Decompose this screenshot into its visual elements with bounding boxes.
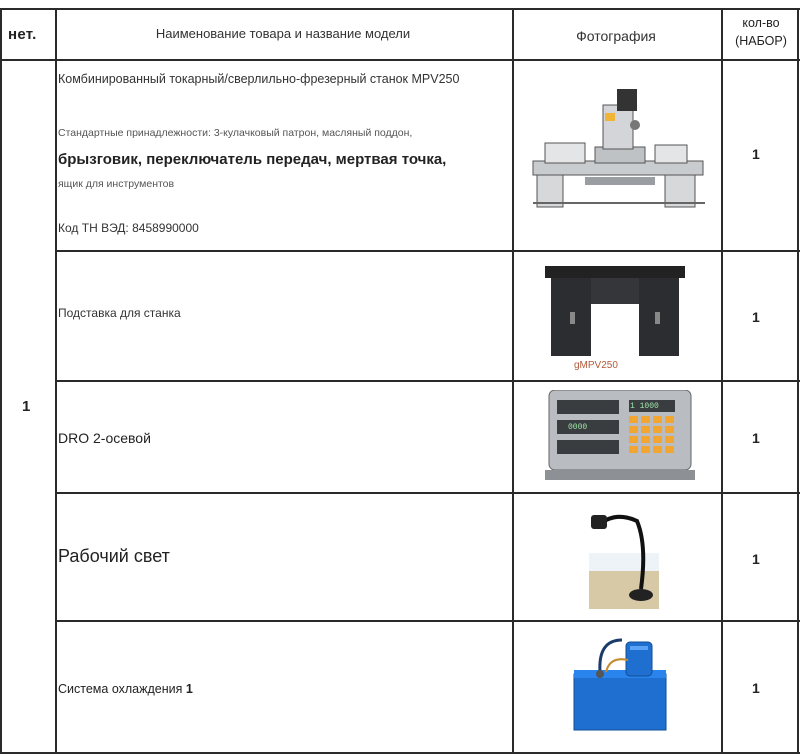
dro-display-text: 1 1000 — [630, 402, 659, 411]
header-divider — [0, 59, 800, 61]
row-divider — [55, 250, 800, 252]
lathe-mill-machine-icon — [525, 85, 715, 215]
group-index: 1 — [22, 398, 31, 415]
quantity-value: 1 — [752, 680, 760, 696]
row-divider — [55, 380, 800, 382]
column-divider — [55, 8, 57, 754]
quantity-value: 1 — [752, 146, 760, 162]
table-border-left — [0, 8, 2, 754]
product-code: Код ТН ВЭД: 8458990000 — [58, 221, 199, 235]
row-divider — [55, 492, 800, 494]
quantity-value: 1 — [752, 551, 760, 567]
product-title: Подставка для станка — [58, 306, 181, 320]
header-quantity-line2: (НАБОР) — [735, 34, 787, 48]
work-lamp-icon — [585, 505, 665, 609]
machine-stand-icon — [545, 262, 685, 366]
dro-display-text: 0000 — [568, 423, 588, 432]
header-number: нет. — [8, 26, 37, 43]
header-quantity-line1: кол-во — [742, 16, 780, 30]
coolant-pump-icon — [570, 630, 670, 738]
product-title-wrap — [58, 682, 508, 696]
header-quantity — [722, 14, 800, 50]
stand-caption: gMPV250 — [574, 360, 618, 371]
quantity-value: 1 — [752, 309, 760, 325]
dro-readout-icon — [545, 390, 695, 482]
column-divider — [512, 8, 514, 754]
product-title: Система охлаждения — [58, 682, 183, 696]
header-product-name: Наименование товара и название модели — [155, 26, 411, 41]
table-border-right — [797, 8, 799, 754]
table-border-bottom — [0, 752, 800, 754]
row-divider — [55, 620, 800, 622]
accessories-bold: брызговик, переключатель передач, мертвая точка, — [58, 151, 447, 168]
accessories-label: Стандартные принадлежности: 3-кулачковый патрон, масляный поддон, — [58, 127, 413, 139]
quantity-value: 1 — [752, 430, 760, 446]
product-title-suffix: 1 — [185, 682, 193, 696]
header-photo: Фотография — [576, 28, 656, 44]
column-divider — [721, 8, 723, 754]
table-border-top — [0, 8, 800, 10]
product-title: Рабочий свет — [58, 546, 170, 566]
product-title: DRO 2-осевой — [58, 430, 151, 446]
accessories-tail: ящик для инструментов — [58, 178, 175, 190]
product-title: Комбинированный токарный/сверлильно-фрезерный станок MPV250 — [58, 72, 460, 86]
